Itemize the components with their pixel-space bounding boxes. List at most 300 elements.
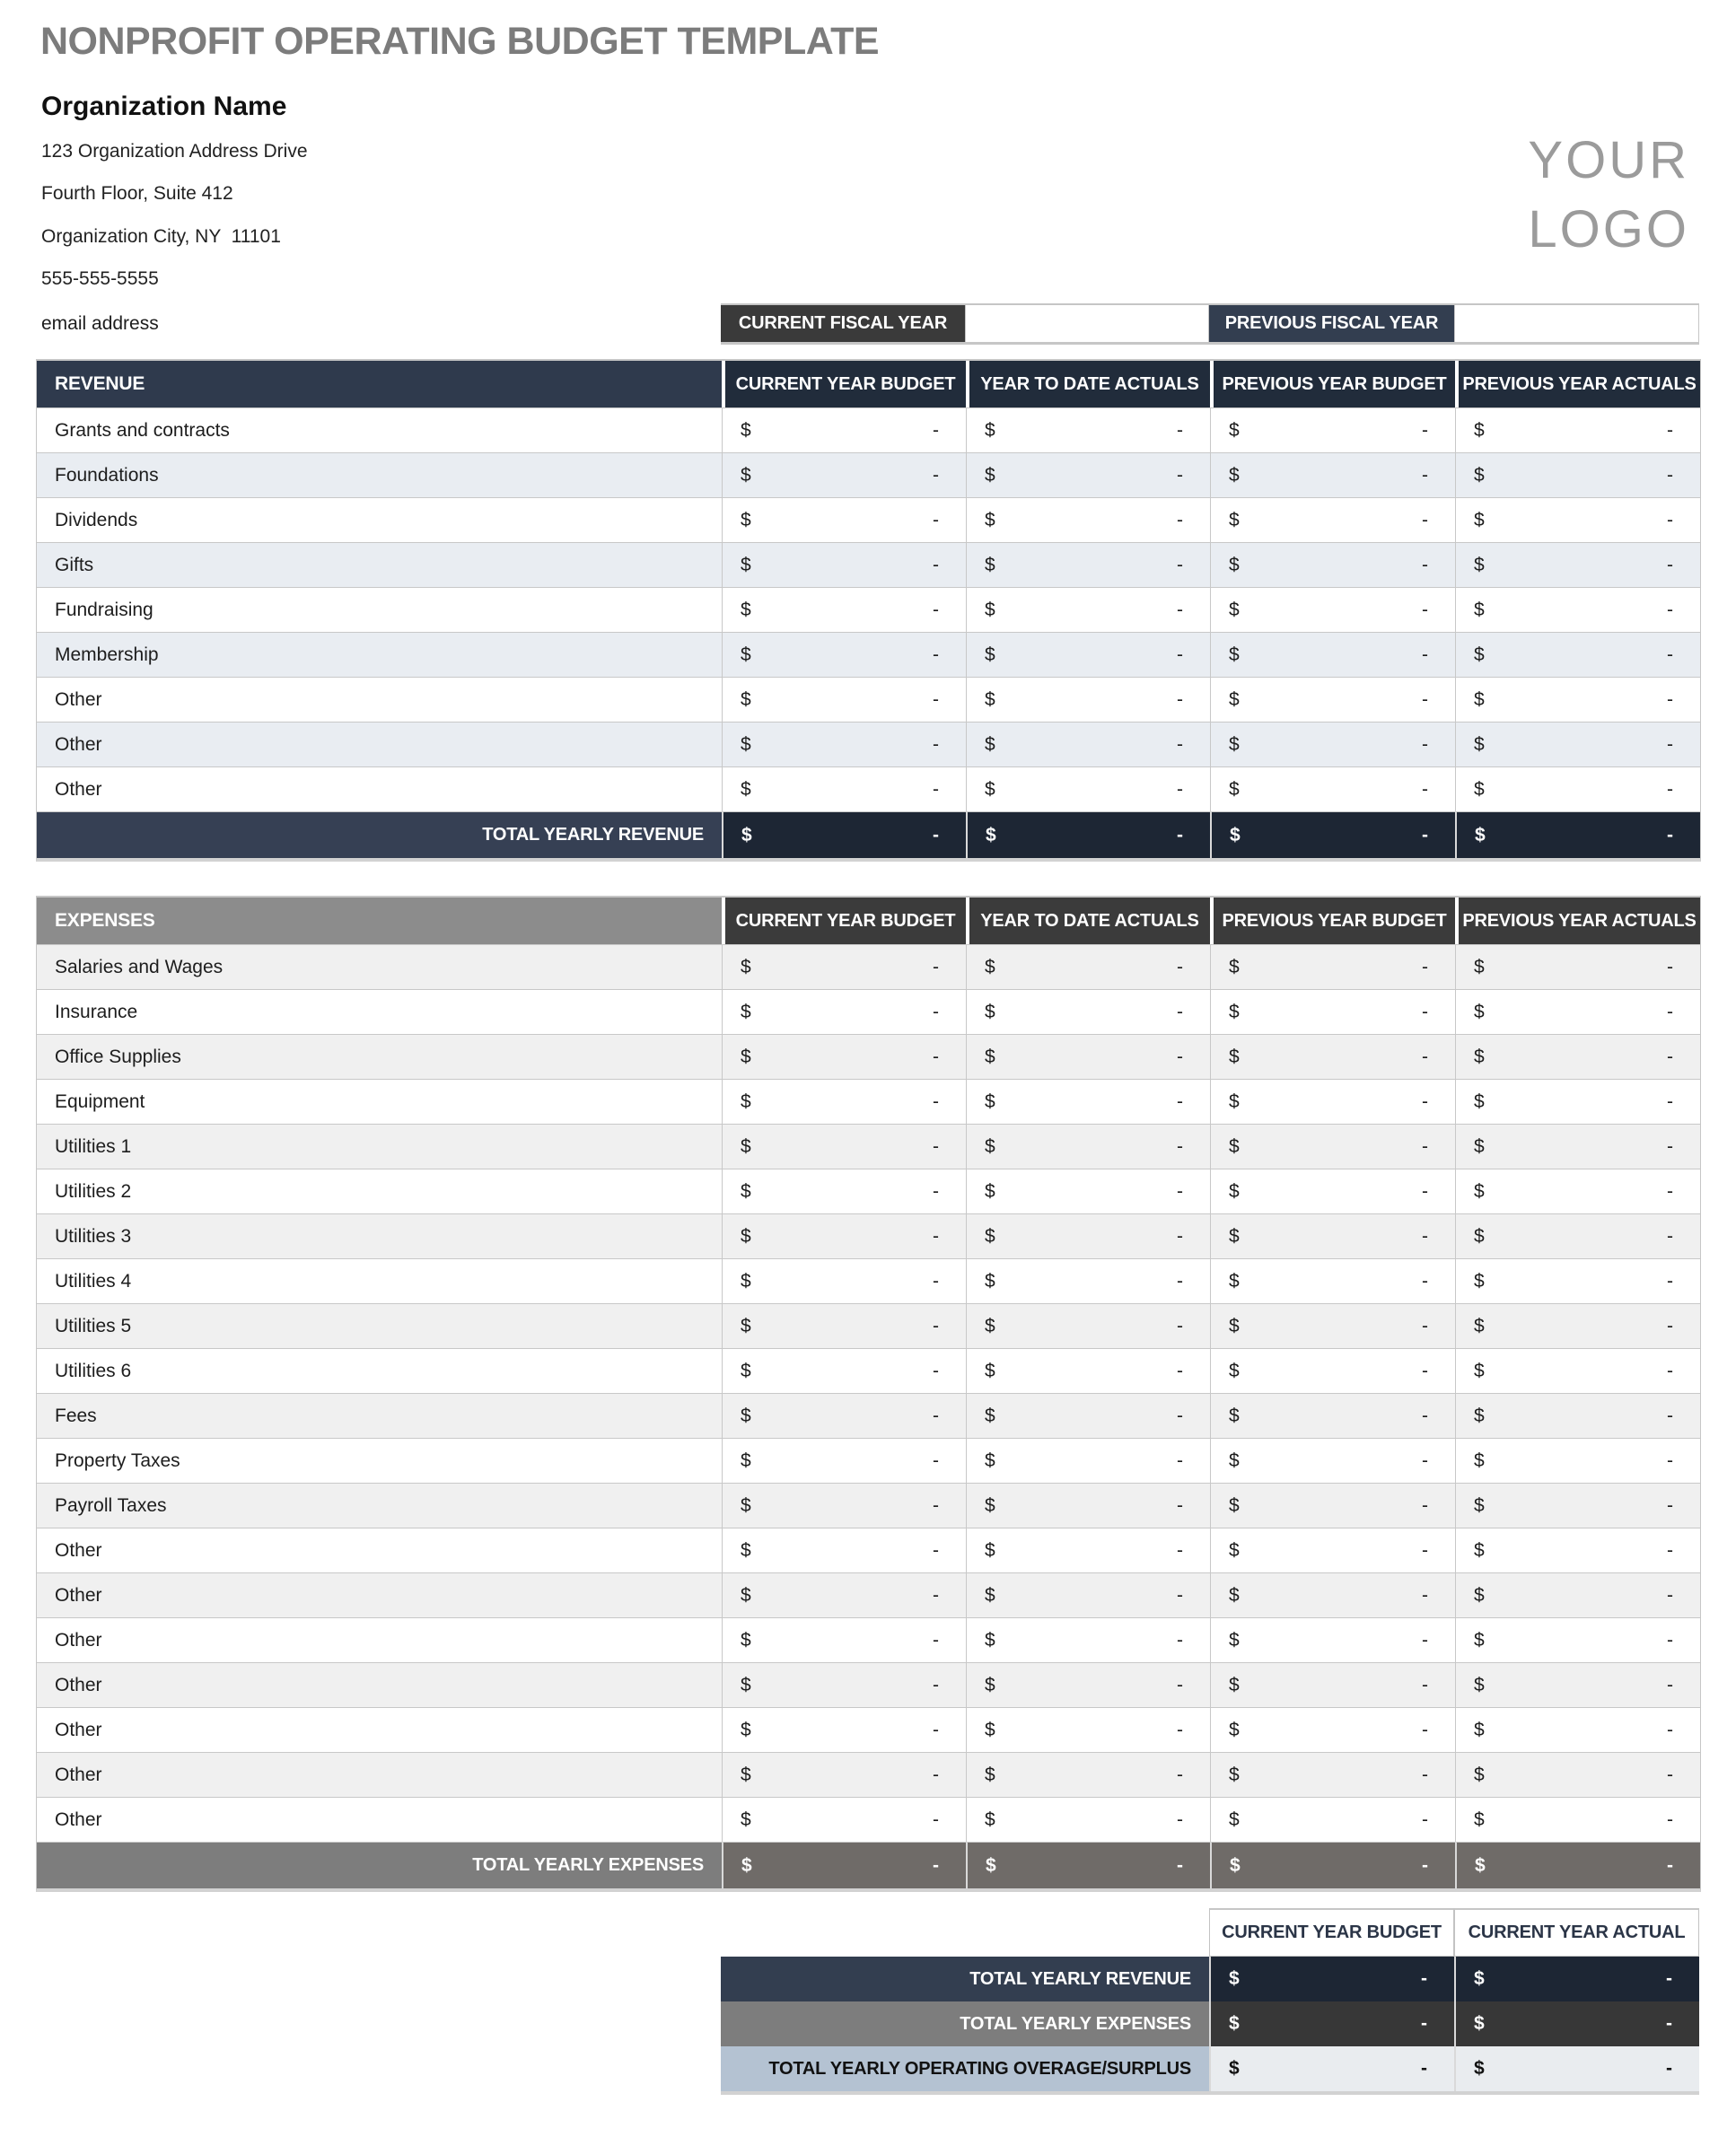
amount-cell[interactable] bbox=[966, 1348, 1210, 1393]
empty-amount: - bbox=[1667, 1584, 1673, 1606]
amount-cell[interactable] bbox=[966, 1528, 1210, 1572]
table-row bbox=[37, 1483, 1700, 1528]
summary-revenue-label: TOTAL YEARLY REVENUE bbox=[721, 1957, 1209, 2001]
amount-cell[interactable] bbox=[1455, 497, 1700, 542]
table-row bbox=[37, 722, 1700, 766]
empty-amount: - bbox=[1177, 554, 1183, 575]
amount-cell[interactable] bbox=[722, 452, 966, 497]
previous-fiscal-year-input[interactable] bbox=[1454, 303, 1699, 345]
amount-cell[interactable] bbox=[1455, 1169, 1700, 1213]
amount-cell[interactable] bbox=[1455, 1124, 1700, 1169]
amount-cell[interactable] bbox=[1210, 1438, 1455, 1483]
currency-symbol: $ bbox=[1229, 644, 1240, 665]
empty-amount: - bbox=[1177, 688, 1183, 710]
currency-symbol: $ bbox=[985, 1315, 995, 1336]
empty-amount: - bbox=[1177, 1854, 1183, 1876]
currency-symbol: $ bbox=[741, 419, 751, 441]
revenue-rows bbox=[37, 407, 1700, 811]
email-address-label: email address bbox=[36, 303, 721, 345]
amount-cell[interactable] bbox=[1455, 632, 1700, 677]
row-label: Office Supplies bbox=[37, 1034, 722, 1079]
amount-cell[interactable] bbox=[1455, 407, 1700, 452]
empty-amount: - bbox=[933, 1225, 939, 1247]
empty-amount: - bbox=[1177, 956, 1183, 977]
empty-amount: - bbox=[1667, 956, 1673, 977]
amount-cell[interactable] bbox=[1455, 1752, 1700, 1797]
currency-symbol: $ bbox=[1474, 1719, 1485, 1740]
empty-amount: - bbox=[1422, 778, 1428, 800]
amount-cell[interactable] bbox=[1210, 1393, 1455, 1438]
amount-cell[interactable] bbox=[1210, 1707, 1455, 1752]
amount-cell[interactable] bbox=[722, 811, 966, 858]
amount-cell[interactable] bbox=[722, 632, 966, 677]
row-label: Other bbox=[37, 766, 722, 811]
empty-amount: - bbox=[933, 956, 939, 977]
amount-cell[interactable] bbox=[966, 1258, 1210, 1303]
amount-cell[interactable] bbox=[1210, 1662, 1455, 1707]
amount-cell[interactable] bbox=[722, 497, 966, 542]
amount-cell[interactable] bbox=[1210, 1258, 1455, 1303]
table-row bbox=[37, 989, 1700, 1034]
amount-cell[interactable] bbox=[1455, 542, 1700, 587]
currency-symbol: $ bbox=[1474, 2058, 1485, 2079]
summary-column-current-year-actual: CURRENT YEAR ACTUAL bbox=[1454, 1908, 1699, 1957]
currency-symbol: $ bbox=[741, 1135, 751, 1157]
currency-symbol: $ bbox=[986, 824, 996, 845]
amount-cell[interactable] bbox=[722, 1348, 966, 1393]
revenue-table bbox=[36, 359, 1701, 862]
amount-cell[interactable] bbox=[966, 1438, 1210, 1483]
currency-symbol: $ bbox=[741, 956, 751, 977]
amount-cell[interactable] bbox=[966, 1213, 1210, 1258]
revenue-total-row bbox=[37, 811, 1700, 858]
amount-cell[interactable] bbox=[722, 1572, 966, 1617]
amount-cell[interactable] bbox=[722, 722, 966, 766]
amount-cell[interactable] bbox=[722, 989, 966, 1034]
empty-amount: - bbox=[933, 1001, 939, 1022]
amount-cell[interactable] bbox=[1210, 1572, 1455, 1617]
amount-cell[interactable] bbox=[722, 1034, 966, 1079]
amount-cell[interactable] bbox=[966, 989, 1210, 1034]
amount-cell[interactable] bbox=[1210, 587, 1455, 632]
currency-symbol: $ bbox=[1229, 509, 1240, 530]
currency-symbol: $ bbox=[1474, 1090, 1485, 1112]
empty-amount: - bbox=[1177, 599, 1183, 620]
currency-symbol: $ bbox=[741, 1809, 751, 1830]
empty-amount: - bbox=[1667, 1674, 1673, 1695]
amount-cell[interactable] bbox=[1455, 1707, 1700, 1752]
currency-symbol: $ bbox=[985, 554, 995, 575]
currency-symbol: $ bbox=[985, 1360, 995, 1381]
amount-cell[interactable] bbox=[1210, 1528, 1455, 1572]
row-label: Insurance bbox=[37, 989, 722, 1034]
empty-amount: - bbox=[1177, 1584, 1183, 1606]
empty-amount: - bbox=[1177, 644, 1183, 665]
currency-symbol: $ bbox=[985, 1674, 995, 1695]
amount-cell[interactable] bbox=[966, 766, 1210, 811]
amount-cell[interactable] bbox=[722, 1617, 966, 1662]
empty-amount: - bbox=[933, 599, 939, 620]
table-row bbox=[37, 1303, 1700, 1348]
amount-cell[interactable] bbox=[1210, 722, 1455, 766]
empty-amount: - bbox=[1177, 1001, 1183, 1022]
amount-cell[interactable] bbox=[1455, 766, 1700, 811]
amount-cell[interactable] bbox=[1455, 1572, 1700, 1617]
empty-amount: - bbox=[933, 688, 939, 710]
empty-amount: - bbox=[1422, 1405, 1428, 1426]
amount-cell[interactable] bbox=[1455, 1258, 1700, 1303]
row-label: Utilities 1 bbox=[37, 1124, 722, 1169]
amount-cell[interactable] bbox=[966, 944, 1210, 989]
row-label: Equipment bbox=[37, 1079, 722, 1124]
currency-symbol: $ bbox=[985, 1135, 995, 1157]
amount-cell[interactable] bbox=[1209, 2001, 1454, 2046]
amount-cell[interactable] bbox=[1455, 944, 1700, 989]
amount-cell[interactable] bbox=[1455, 989, 1700, 1034]
amount-cell[interactable] bbox=[1455, 1303, 1700, 1348]
empty-amount: - bbox=[1422, 1494, 1428, 1516]
amount-cell[interactable] bbox=[966, 1842, 1210, 1888]
amount-cell[interactable] bbox=[966, 587, 1210, 632]
currency-symbol: $ bbox=[1230, 824, 1241, 845]
currency-symbol: $ bbox=[1229, 733, 1240, 755]
table-row bbox=[37, 944, 1700, 989]
empty-amount: - bbox=[1177, 1539, 1183, 1561]
currency-symbol: $ bbox=[1229, 599, 1240, 620]
table-row bbox=[37, 542, 1700, 587]
empty-amount: - bbox=[1667, 1090, 1673, 1112]
amount-cell[interactable] bbox=[1455, 722, 1700, 766]
empty-amount: - bbox=[1422, 1225, 1428, 1247]
table-row bbox=[37, 1079, 1700, 1124]
logo-line-2: LOGO bbox=[1528, 200, 1689, 258]
amount-cell[interactable] bbox=[722, 587, 966, 632]
currency-symbol: $ bbox=[1474, 1001, 1485, 1022]
row-label: Dividends bbox=[37, 497, 722, 542]
amount-cell[interactable] bbox=[722, 1393, 966, 1438]
amount-cell[interactable] bbox=[1455, 1528, 1700, 1572]
amount-cell[interactable] bbox=[1210, 944, 1455, 989]
organization-phone: 555-555-5555 bbox=[41, 268, 159, 289]
amount-cell[interactable] bbox=[966, 1483, 1210, 1528]
amount-cell[interactable] bbox=[966, 452, 1210, 497]
amount-cell[interactable] bbox=[966, 1797, 1210, 1842]
empty-amount: - bbox=[1667, 1629, 1673, 1651]
amount-cell[interactable] bbox=[1210, 1348, 1455, 1393]
summary-surplus-label: TOTAL YEARLY OPERATING OVERAGE/SURPLUS bbox=[721, 2046, 1209, 2091]
amount-cell[interactable] bbox=[722, 1528, 966, 1572]
amount-cell[interactable] bbox=[1210, 989, 1455, 1034]
currency-symbol: $ bbox=[1229, 1046, 1240, 1067]
currency-symbol: $ bbox=[1474, 956, 1485, 977]
empty-amount: - bbox=[933, 1764, 939, 1785]
page-title: NONPROFIT OPERATING BUDGET TEMPLATE bbox=[40, 20, 880, 63]
currency-symbol: $ bbox=[741, 464, 751, 486]
table-row bbox=[37, 407, 1700, 452]
amount-cell[interactable] bbox=[1455, 1348, 1700, 1393]
currency-symbol: $ bbox=[985, 1449, 995, 1471]
currency-symbol: $ bbox=[741, 1270, 751, 1292]
currency-symbol: $ bbox=[741, 1494, 751, 1516]
currency-symbol: $ bbox=[985, 1046, 995, 1067]
table-row bbox=[37, 452, 1700, 497]
currency-symbol: $ bbox=[1474, 1584, 1485, 1606]
amount-cell[interactable] bbox=[966, 1124, 1210, 1169]
amount-cell[interactable] bbox=[1210, 811, 1455, 858]
empty-amount: - bbox=[1422, 644, 1428, 665]
amount-cell[interactable] bbox=[1454, 2001, 1699, 2046]
amount-cell[interactable] bbox=[1455, 1079, 1700, 1124]
amount-cell[interactable] bbox=[722, 1842, 966, 1888]
row-label: Utilities 3 bbox=[37, 1213, 722, 1258]
empty-amount: - bbox=[1666, 1968, 1672, 1989]
currency-symbol: $ bbox=[741, 644, 751, 665]
currency-symbol: $ bbox=[741, 1584, 751, 1606]
amount-cell[interactable] bbox=[966, 1169, 1210, 1213]
empty-amount: - bbox=[1667, 419, 1673, 441]
amount-cell[interactable] bbox=[966, 1572, 1210, 1617]
organization-name: Organization Name bbox=[41, 92, 287, 121]
table-row bbox=[37, 1393, 1700, 1438]
amount-cell[interactable] bbox=[1210, 1034, 1455, 1079]
empty-amount: - bbox=[1667, 778, 1673, 800]
organization-address-line3: Organization City, NY 11101 bbox=[41, 226, 281, 247]
currency-symbol: $ bbox=[1229, 1674, 1240, 1695]
empty-amount: - bbox=[1422, 824, 1428, 845]
row-label: Other bbox=[37, 1797, 722, 1842]
amount-cell[interactable] bbox=[722, 1258, 966, 1303]
currency-symbol: $ bbox=[741, 1854, 752, 1876]
amount-cell[interactable] bbox=[1210, 1169, 1455, 1213]
amount-cell[interactable] bbox=[966, 1662, 1210, 1707]
empty-amount: - bbox=[1667, 733, 1673, 755]
amount-cell[interactable] bbox=[1210, 407, 1455, 452]
amount-cell[interactable] bbox=[1455, 1483, 1700, 1528]
amount-cell[interactable] bbox=[1455, 1617, 1700, 1662]
amount-cell[interactable] bbox=[1210, 766, 1455, 811]
amount-cell[interactable] bbox=[722, 1303, 966, 1348]
empty-amount: - bbox=[933, 1809, 939, 1830]
empty-amount: - bbox=[1421, 1968, 1427, 1989]
amount-cell[interactable] bbox=[1455, 452, 1700, 497]
row-label: Foundations bbox=[37, 452, 722, 497]
amount-cell[interactable] bbox=[966, 1393, 1210, 1438]
currency-symbol: $ bbox=[741, 1449, 751, 1471]
currency-symbol: $ bbox=[1474, 1494, 1485, 1516]
currency-symbol: $ bbox=[985, 688, 995, 710]
amount-cell[interactable] bbox=[966, 407, 1210, 452]
amount-cell[interactable] bbox=[1210, 632, 1455, 677]
currency-symbol: $ bbox=[1474, 1180, 1485, 1202]
table-row bbox=[37, 1169, 1700, 1213]
summary-surplus-row bbox=[721, 2046, 1699, 2091]
empty-amount: - bbox=[933, 1854, 939, 1876]
empty-amount: - bbox=[1667, 688, 1673, 710]
empty-amount: - bbox=[1177, 778, 1183, 800]
currency-symbol: $ bbox=[741, 1046, 751, 1067]
amount-cell[interactable] bbox=[722, 1079, 966, 1124]
empty-amount: - bbox=[933, 1180, 939, 1202]
amount-cell[interactable] bbox=[1209, 2046, 1454, 2091]
currency-symbol: $ bbox=[741, 1719, 751, 1740]
revenue-header-row bbox=[37, 361, 1700, 407]
amount-cell[interactable] bbox=[1210, 1752, 1455, 1797]
table-row bbox=[37, 1348, 1700, 1393]
row-label: Other bbox=[37, 1707, 722, 1752]
currency-symbol: $ bbox=[1229, 1270, 1240, 1292]
amount-cell[interactable] bbox=[1455, 677, 1700, 722]
amount-cell[interactable] bbox=[1455, 1842, 1700, 1888]
column-header-previous-year-actuals: PREVIOUS YEAR ACTUALS bbox=[1455, 898, 1700, 944]
empty-amount: - bbox=[1422, 419, 1428, 441]
empty-amount: - bbox=[1177, 1405, 1183, 1426]
amount-cell[interactable] bbox=[966, 811, 1210, 858]
amount-cell[interactable] bbox=[966, 497, 1210, 542]
amount-cell[interactable] bbox=[1210, 677, 1455, 722]
amount-cell[interactable] bbox=[1210, 1483, 1455, 1528]
currency-symbol: $ bbox=[1474, 778, 1485, 800]
amount-cell[interactable] bbox=[1210, 452, 1455, 497]
amount-cell[interactable] bbox=[1210, 1842, 1455, 1888]
empty-amount: - bbox=[933, 1584, 939, 1606]
amount-cell[interactable] bbox=[722, 542, 966, 587]
amount-cell[interactable] bbox=[1455, 587, 1700, 632]
amount-cell[interactable] bbox=[1455, 1213, 1700, 1258]
amount-cell[interactable] bbox=[722, 1752, 966, 1797]
row-label: Grants and contracts bbox=[37, 407, 722, 452]
amount-cell[interactable] bbox=[1210, 1617, 1455, 1662]
amount-cell[interactable] bbox=[1209, 1957, 1454, 2001]
column-header-year-to-date-actuals: YEAR TO DATE ACTUALS bbox=[966, 361, 1210, 407]
amount-cell[interactable] bbox=[1455, 1393, 1700, 1438]
currency-symbol: $ bbox=[1474, 2013, 1485, 2034]
currency-symbol: $ bbox=[1229, 1539, 1240, 1561]
empty-amount: - bbox=[933, 1315, 939, 1336]
row-label: Other bbox=[37, 677, 722, 722]
currency-symbol: $ bbox=[985, 1090, 995, 1112]
currency-symbol: $ bbox=[741, 1764, 751, 1785]
amount-cell[interactable] bbox=[722, 1124, 966, 1169]
empty-amount: - bbox=[1667, 1180, 1673, 1202]
amount-cell[interactable] bbox=[966, 722, 1210, 766]
amount-cell[interactable] bbox=[966, 677, 1210, 722]
amount-cell[interactable] bbox=[722, 1483, 966, 1528]
empty-amount: - bbox=[1667, 1449, 1673, 1471]
amount-cell[interactable] bbox=[1455, 1438, 1700, 1483]
amount-cell[interactable] bbox=[1210, 1079, 1455, 1124]
amount-cell[interactable] bbox=[1210, 1124, 1455, 1169]
amount-cell[interactable] bbox=[722, 407, 966, 452]
amount-cell[interactable] bbox=[966, 542, 1210, 587]
expenses-table bbox=[36, 896, 1701, 1892]
amount-cell[interactable] bbox=[966, 1079, 1210, 1124]
row-label: Utilities 5 bbox=[37, 1303, 722, 1348]
amount-cell[interactable] bbox=[1210, 1303, 1455, 1348]
summary-header-row bbox=[721, 1908, 1699, 1957]
currency-symbol: $ bbox=[741, 1090, 751, 1112]
empty-amount: - bbox=[933, 464, 939, 486]
empty-amount: - bbox=[1667, 1494, 1673, 1516]
row-label: Property Taxes bbox=[37, 1438, 722, 1483]
organization-address-line2: Fourth Floor, Suite 412 bbox=[41, 183, 233, 204]
expenses-total-label: TOTAL YEARLY EXPENSES bbox=[37, 1842, 722, 1888]
currency-symbol: $ bbox=[985, 1809, 995, 1830]
amount-cell[interactable] bbox=[722, 1797, 966, 1842]
table-row bbox=[37, 677, 1700, 722]
empty-amount: - bbox=[1422, 1360, 1428, 1381]
amount-cell[interactable] bbox=[966, 1707, 1210, 1752]
amount-cell[interactable] bbox=[1455, 1797, 1700, 1842]
amount-cell[interactable] bbox=[1455, 1662, 1700, 1707]
table-row bbox=[37, 1034, 1700, 1079]
current-fiscal-year-header: CURRENT FISCAL YEAR bbox=[721, 303, 965, 345]
table-row bbox=[37, 632, 1700, 677]
amount-cell[interactable] bbox=[722, 1438, 966, 1483]
row-label: Fees bbox=[37, 1393, 722, 1438]
empty-amount: - bbox=[1422, 1629, 1428, 1651]
currency-symbol: $ bbox=[741, 688, 751, 710]
currency-symbol: $ bbox=[1229, 1405, 1240, 1426]
currency-symbol: $ bbox=[985, 1270, 995, 1292]
currency-symbol: $ bbox=[1229, 1584, 1240, 1606]
currency-symbol: $ bbox=[1474, 1046, 1485, 1067]
amount-cell[interactable] bbox=[1454, 2046, 1699, 2091]
amount-cell[interactable] bbox=[966, 1752, 1210, 1797]
current-fiscal-year-input[interactable] bbox=[965, 303, 1209, 345]
amount-cell[interactable] bbox=[722, 1213, 966, 1258]
currency-symbol: $ bbox=[1474, 1315, 1485, 1336]
table-row bbox=[37, 1438, 1700, 1483]
amount-cell[interactable] bbox=[722, 1707, 966, 1752]
amount-cell[interactable] bbox=[722, 944, 966, 989]
amount-cell[interactable] bbox=[722, 677, 966, 722]
empty-amount: - bbox=[1177, 1135, 1183, 1157]
amount-cell[interactable] bbox=[1455, 811, 1700, 858]
empty-amount: - bbox=[1422, 1090, 1428, 1112]
amount-cell[interactable] bbox=[1455, 1034, 1700, 1079]
amount-cell[interactable] bbox=[966, 1034, 1210, 1079]
amount-cell[interactable] bbox=[966, 1303, 1210, 1348]
currency-symbol: $ bbox=[985, 1539, 995, 1561]
amount-cell[interactable] bbox=[966, 1617, 1210, 1662]
empty-amount: - bbox=[1422, 1854, 1428, 1876]
empty-amount: - bbox=[1177, 824, 1183, 845]
empty-amount: - bbox=[1177, 1180, 1183, 1202]
amount-cell[interactable] bbox=[722, 1169, 966, 1213]
table-row bbox=[37, 497, 1700, 542]
logo-line-1: YOUR bbox=[1528, 131, 1689, 189]
amount-cell[interactable] bbox=[966, 632, 1210, 677]
empty-amount: - bbox=[1422, 1180, 1428, 1202]
amount-cell[interactable] bbox=[1210, 542, 1455, 587]
amount-cell[interactable] bbox=[722, 766, 966, 811]
empty-amount: - bbox=[1177, 1449, 1183, 1471]
amount-cell[interactable] bbox=[1210, 1797, 1455, 1842]
empty-amount: - bbox=[1422, 956, 1428, 977]
empty-amount: - bbox=[1177, 1629, 1183, 1651]
amount-cell[interactable] bbox=[1210, 1213, 1455, 1258]
amount-cell[interactable] bbox=[722, 1662, 966, 1707]
currency-symbol: $ bbox=[1474, 1360, 1485, 1381]
empty-amount: - bbox=[1667, 1270, 1673, 1292]
logo-placeholder bbox=[1528, 126, 1689, 264]
amount-cell[interactable] bbox=[1454, 1957, 1699, 2001]
currency-symbol: $ bbox=[1229, 464, 1240, 486]
amount-cell[interactable] bbox=[1210, 497, 1455, 542]
row-label: Utilities 2 bbox=[37, 1169, 722, 1213]
currency-symbol: $ bbox=[1474, 644, 1485, 665]
currency-symbol: $ bbox=[1474, 599, 1485, 620]
